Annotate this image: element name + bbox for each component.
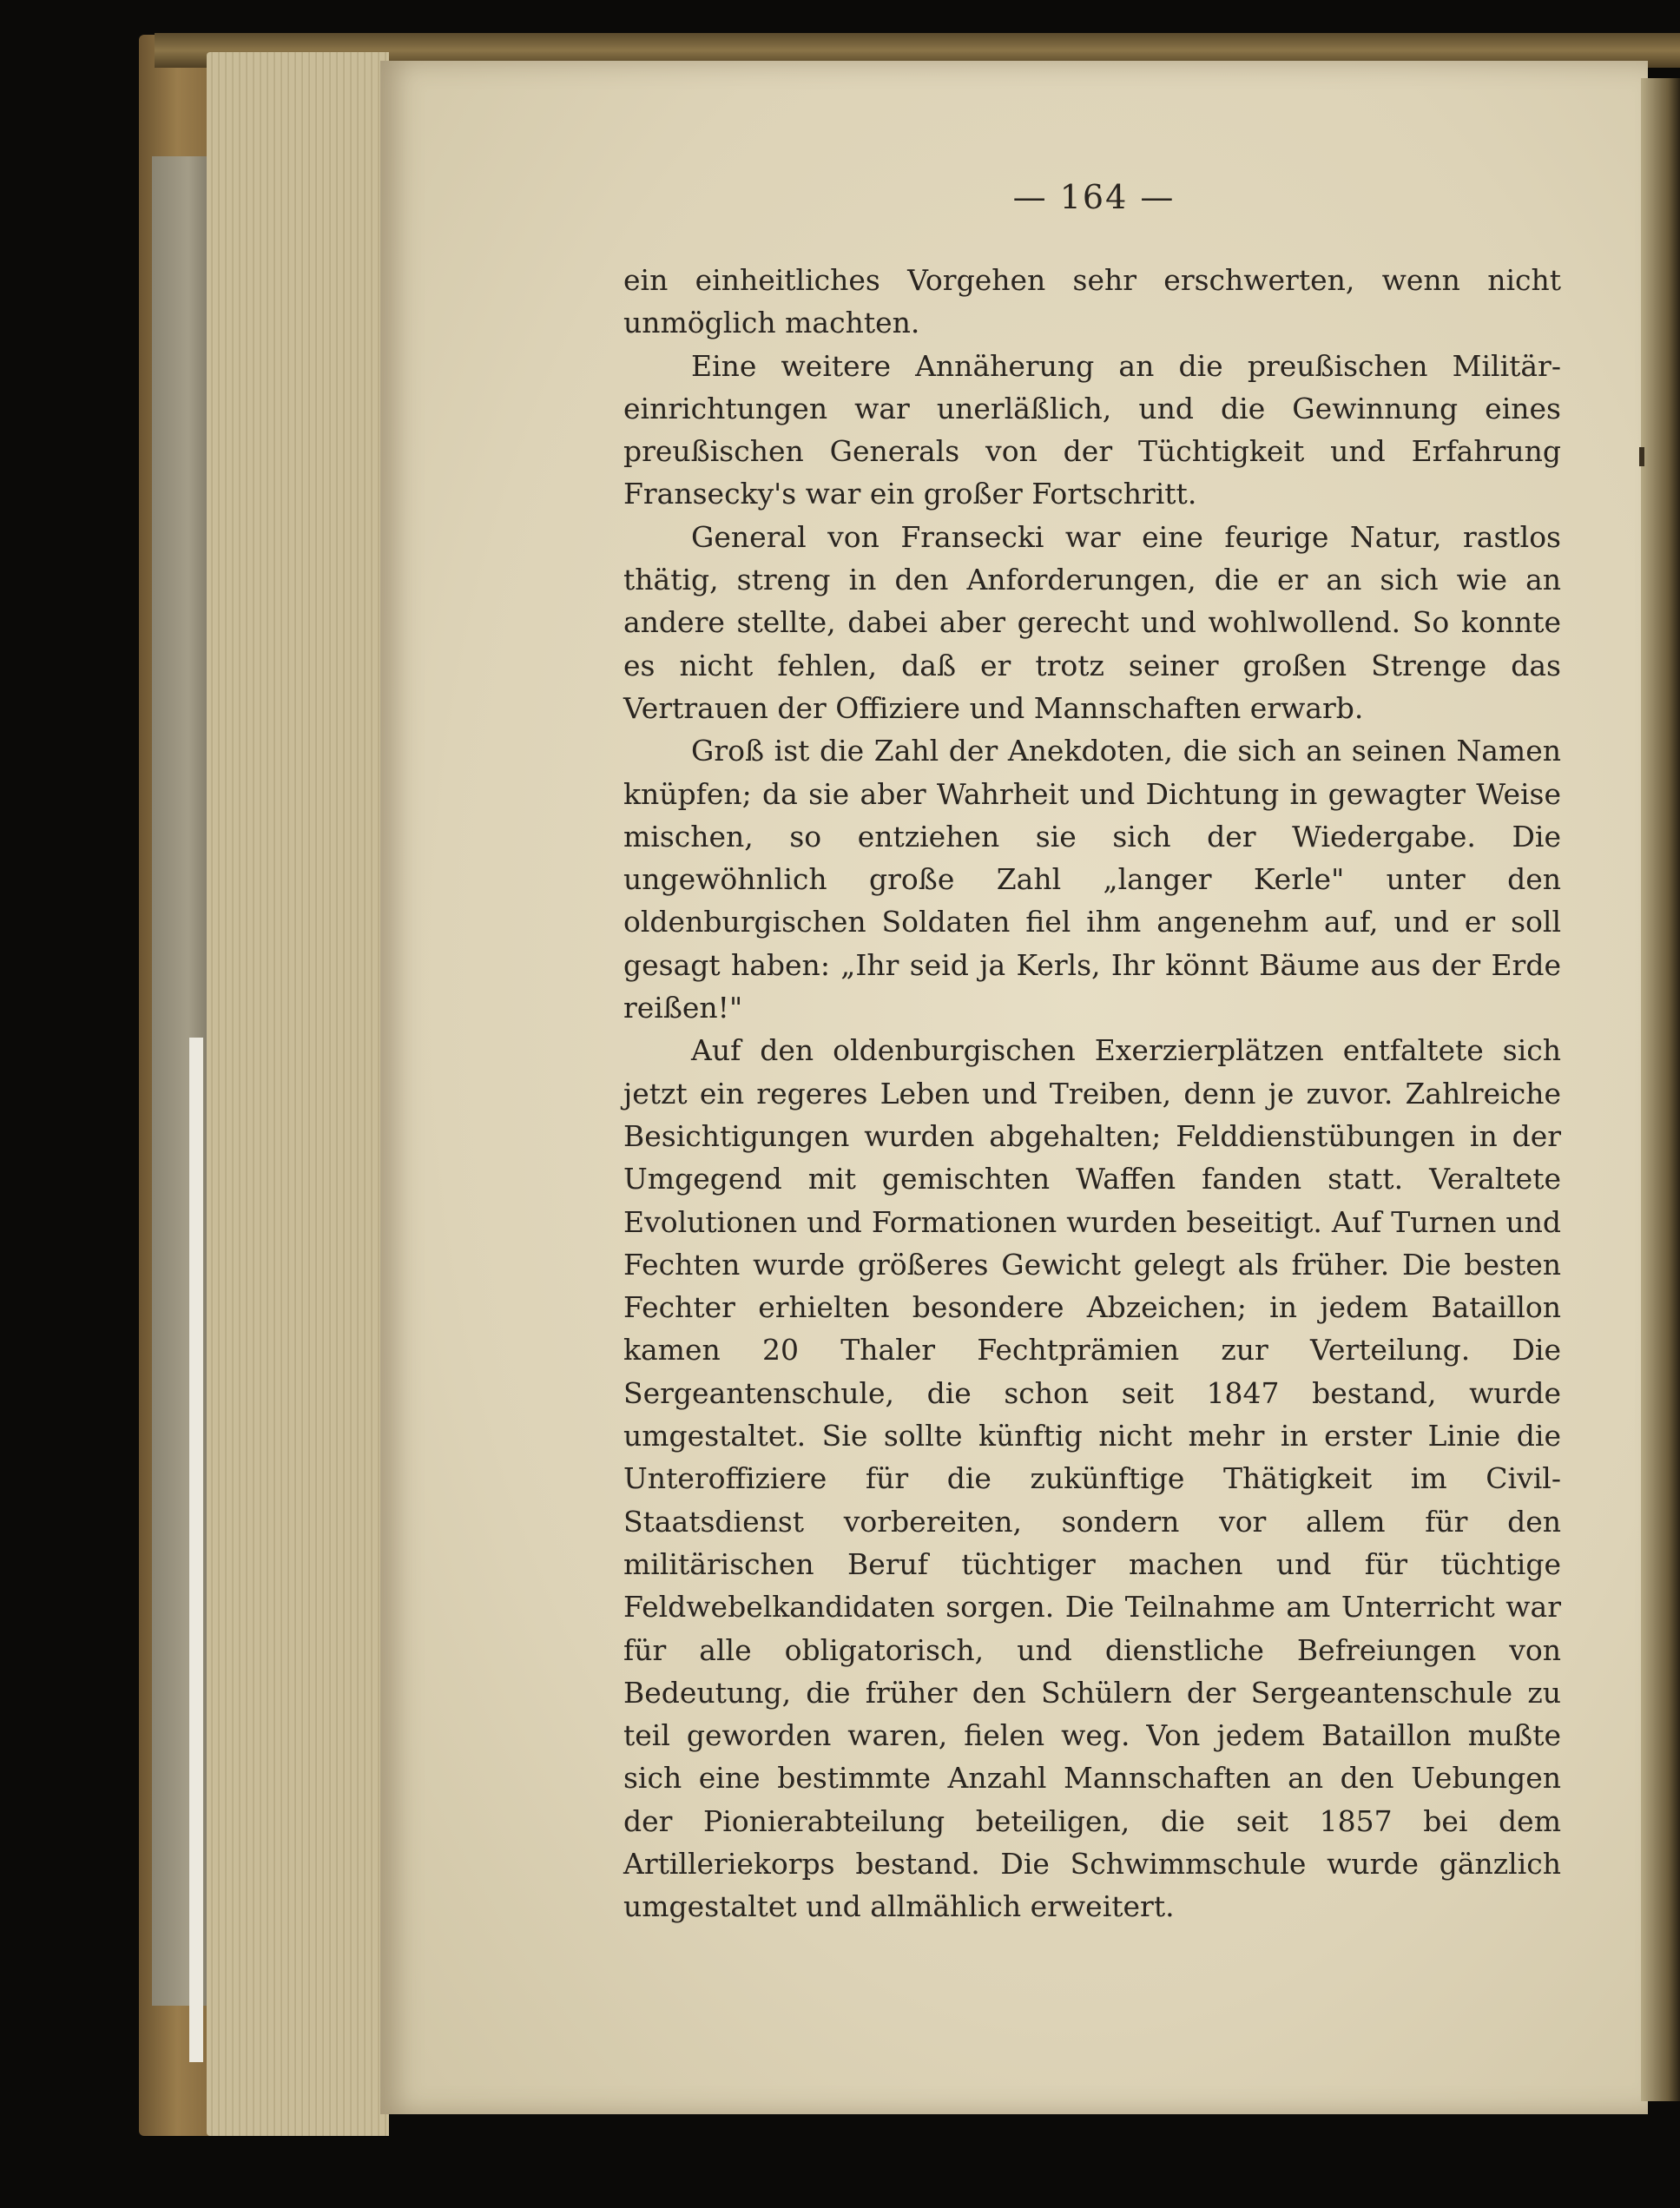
- page-number: — 164 —: [1012, 178, 1176, 216]
- endpaper: [152, 156, 213, 2006]
- margin-mark: [1639, 447, 1644, 466]
- paragraph: General von Fransecki war eine feurige Natur, rastlos thätig, streng in den Anforderungen, die er an sich wie an andere stellte, dabei aber gerecht und wohlwollend. So konnte es nicht fehlen, daß er trotz seiner großen Strenge das Vertrauen der Offiziere und Mannschaften erwarb.: [623, 519, 1561, 725]
- paragraph: Auf den oldenburgischen Exerzierplätzen entfaltete sich jetzt ein regeres Leben und Treiben, denn je zuvor. Zahlreiche Besichtigungen wurden abgehalten; Felddienstübungen in der Umgegend mit gemischten Waffen fanden statt. Veraltete Evolutionen und Formationen wurden beseitigt. Auf Turnen und Fechten wurde größeres Gewicht gelegt als früher. Die besten Fechter erhielten besondere Abzeichen; in jedem Bataillon kamen 20 Thaler Fechtprämien zur Verteilung. Die Sergeantenschule, die schon seit 1847 bestand, wurde umgestaltet. Sie sollte künftig nicht mehr in erster Linie die Unteroffiziere für die zukünftige Thätigkeit im Civil-Staatsdienst vorbereiten, sondern vor allem für den militärischen Beruf tüchtiger machen und für tüchtige Feldwebelkandidaten sorgen. Die Teilnahme am Unterricht war für alle obligatorisch, und dienstliche Befreiungen von Bedeutung, die früher den Schülern der Sergeantenschule zu teil geworden waren, fielen weg. Von jedem Bataillon mußte sich eine bestimmte Anzahl Mannschaften an den Uebungen der Pionierabteilung beteiligen, die seit 1857 bei dem Artilleriekorps bestand. Die Schwimmschule wurde gänzlich umgestaltet und allmählich erweitert.: [623, 1033, 1561, 1924]
- page-stack-edges: [207, 52, 389, 2136]
- paragraph: Groß ist die Zahl der Anekdoten, die sich an seinen Namen knüpfen; da sie aber Wahrheit und Dichtung in gewagter Weise mischen, so entziehen sie sich der Wiedergabe. Die ungewöhnlich große Zahl „langer Kerle" unter den oldenburgischen Soldaten fiel ihm angenehm auf, und er soll gesagt haben: „Ihr seid ja Kerls, Ihr könnt Bäume aus der Erde reißen!": [623, 734, 1561, 1025]
- paper-slip: [189, 1038, 203, 2062]
- paragraph: Eine weitere Annäherung an die preußischen Militär-einrichtungen war unerläßlich, und die Gewinnung eines preußischen Generals von der Tüchtigkeit und Erfahrung Fransecky's war ein großer Fortschritt.: [623, 348, 1561, 511]
- book-gutter: [1641, 78, 1680, 2101]
- body-text: [623, 259, 1561, 1928]
- paragraph: ein einheitliches Vorgehen sehr erschwerten, wenn nicht unmöglich machten.: [623, 263, 1561, 340]
